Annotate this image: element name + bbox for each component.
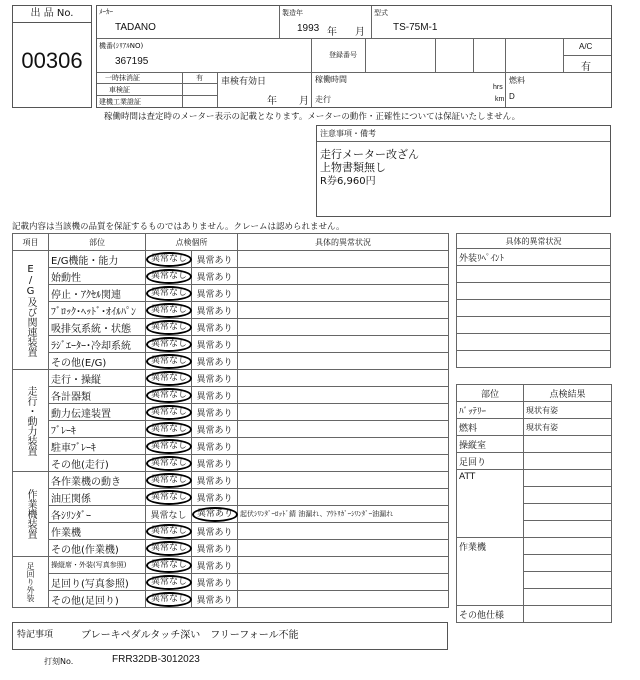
detail-text — [238, 336, 449, 353]
side-results-value — [524, 521, 612, 538]
side-results-part: 燃料 — [457, 419, 524, 436]
remarks-line-2: 上物書類無し — [320, 161, 386, 174]
part-name: 油圧関係 — [49, 489, 146, 506]
ng-option[interactable]: 異常あり — [192, 268, 238, 285]
detail-text — [238, 370, 449, 387]
inspection-month-unit: 月 — [299, 96, 309, 107]
side-results-part: ATT — [457, 470, 524, 538]
year-label: 製造年 — [282, 9, 303, 17]
ok-option[interactable]: 異常なし — [146, 285, 192, 302]
inspection-row — [13, 251, 449, 268]
inspection-row — [13, 404, 449, 421]
inspection-row — [13, 268, 449, 285]
ng-option[interactable]: 異常あり — [192, 404, 238, 421]
ok-option[interactable]: 異常なし — [146, 302, 192, 319]
part-name: ﾗｼﾞｴｰﾀｰ･冷却系統 — [49, 336, 146, 353]
side-results-value — [524, 504, 612, 521]
hours-label: 稼働時間 — [315, 75, 347, 84]
side-detail-row — [457, 266, 611, 283]
detail-text — [238, 387, 449, 404]
doc-label-temporary-deregistration: 一時抹消証 — [105, 74, 140, 82]
disclaimer: 記載内容は当該機の品質を保証するものではありません。クレームは認められません。 — [12, 222, 345, 232]
inspection-row — [13, 387, 449, 404]
side-detail-header: 具体的異常状況 — [457, 234, 611, 249]
maker-value: TADANO — [115, 22, 156, 33]
ng-option[interactable]: 異常あり — [192, 302, 238, 319]
inspection-date-label: 車検有効日 — [221, 77, 267, 87]
side-results-value — [524, 470, 612, 487]
ok-option[interactable]: 異常なし — [146, 523, 192, 540]
side-results-part: 操縦室 — [457, 436, 524, 453]
detail-text — [238, 540, 449, 557]
inspection-row — [13, 455, 449, 472]
part-name: 各計器類 — [49, 387, 146, 404]
ng-option[interactable]: 異常あり — [192, 387, 238, 404]
inspection-row — [13, 574, 449, 591]
year-unit: 年 — [327, 27, 337, 38]
model-label: 型式 — [374, 9, 388, 17]
part-name: 停止・ｱｸｾﾙ関連 — [49, 285, 146, 302]
fuel-label: 燃料 — [509, 76, 525, 85]
ng-option[interactable]: 異常あり — [192, 472, 238, 489]
machine-info-box — [96, 5, 612, 108]
run-label: 走行 — [315, 95, 331, 104]
ng-option[interactable]: 異常あり — [192, 574, 238, 591]
ok-option[interactable]: 異常なし — [146, 540, 192, 557]
ng-option[interactable]: 異常あり — [192, 540, 238, 557]
inspection-year-unit: 年 — [267, 96, 277, 107]
model-value: TS-75M-1 — [393, 22, 438, 33]
ng-option[interactable]: 異常あり — [192, 319, 238, 336]
remarks-line-1: 走行メーター改ざん — [320, 148, 419, 161]
detail-text: 起伏ｼﾘﾝﾀﾞｰﾛｯﾄﾞ錆 油漏れ、ｱｳﾄﾘｶﾞｰｼﾘﾝﾀﾞｰ油漏れ — [238, 506, 449, 523]
registration-label: 登録番号 — [329, 51, 357, 59]
part-name: ﾌﾞﾚｰｷ — [49, 421, 146, 438]
serial-value: 367195 — [115, 56, 149, 67]
part-name: その他(E/G) — [49, 353, 146, 370]
doc-label-vehicle-inspection: 車検証 — [109, 86, 130, 94]
group-label: 走行・動力装置 — [13, 370, 49, 472]
doc-value-temporary-deregistration: 有 — [196, 74, 203, 82]
ok-option[interactable]: 異常なし — [146, 319, 192, 336]
inspection-row — [13, 506, 449, 523]
ok-option[interactable]: 異常なし — [146, 574, 192, 591]
remarks-title: 注意事項・備考 — [320, 129, 376, 138]
detail-text — [238, 319, 449, 336]
special-notes-text: ブレーキペダルタッチ深い フリーフォール不能 — [81, 630, 299, 641]
lot-number-label: 出 品 No. — [13, 6, 91, 23]
ok-option[interactable]: 異常なし — [146, 268, 192, 285]
detail-text — [238, 574, 449, 591]
special-notes-label: 特記事項 — [17, 630, 54, 640]
side-results-part: ﾊﾞｯﾃﾘｰ — [457, 402, 524, 419]
side-results-value: 現状有姿 — [524, 419, 612, 436]
detail-text — [238, 251, 449, 268]
lot-number: 00306 — [21, 48, 83, 73]
ok-option[interactable]: 異常なし — [146, 336, 192, 353]
side-detail-row — [457, 283, 611, 300]
ok-option[interactable]: 異常なし — [146, 472, 192, 489]
part-name: ﾌﾞﾛｯｸ･ﾍｯﾄﾞ･ｵｲﾙﾊﾟﾝ — [49, 302, 146, 319]
side-results-value — [524, 436, 612, 453]
part-name: 作業機 — [49, 523, 146, 540]
remarks-box — [316, 125, 611, 217]
ng-option[interactable]: 異常あり — [192, 438, 238, 455]
side-detail-row — [457, 300, 611, 317]
serial-label: 機番(ｼﾘｱﾙNO) — [99, 42, 144, 50]
side-results-value — [524, 572, 612, 589]
ng-option[interactable]: 異常あり — [192, 523, 238, 540]
maker-label: ﾒｰｶｰ — [99, 8, 113, 16]
hours-unit: hrs — [493, 84, 503, 91]
ac-label: A/C — [579, 42, 593, 51]
detail-text — [238, 455, 449, 472]
ok-option[interactable]: 異常なし — [146, 404, 192, 421]
fuel-value: D — [509, 92, 515, 101]
detail-text — [238, 438, 449, 455]
ok-option[interactable]: 異常なし — [146, 455, 192, 472]
ok-option[interactable]: 異常なし — [146, 489, 192, 506]
side-results-header-part: 部位 — [457, 385, 524, 402]
group-label: 作業機装置 — [13, 472, 49, 557]
inspection-row — [13, 370, 449, 387]
part-name: 操縦席・外装(写真参照) — [49, 557, 146, 574]
side-detail-row — [457, 351, 611, 368]
meter-note: 稼働時間は査定時のメーター表示の記載となります。メーターの動作・正確性については保証いたしません。 — [104, 112, 521, 122]
part-name: 各ｼﾘﾝﾀﾞｰ — [49, 506, 146, 523]
part-name: 始動性 — [49, 268, 146, 285]
side-results-value — [524, 453, 612, 470]
ng-option[interactable]: 異常あり — [192, 591, 238, 608]
part-name: 動力伝達装置 — [49, 404, 146, 421]
part-name: E/G機能・能力 — [49, 251, 146, 268]
ng-option[interactable]: 異常あり — [192, 285, 238, 302]
year-month-unit: 月 — [355, 27, 365, 38]
inspection-row — [13, 336, 449, 353]
side-results-header-result: 点検結果 — [524, 385, 612, 402]
detail-text — [238, 285, 449, 302]
inspection-row — [13, 540, 449, 557]
doc-label-construction-cert: 建機工業證証 — [99, 98, 141, 106]
inspection-row — [13, 285, 449, 302]
inspection-row — [13, 591, 449, 608]
stamp-label: 打刻No. — [44, 657, 74, 666]
part-name: 駐車ﾌﾞﾚｰｷ — [49, 438, 146, 455]
header-item: 項目 — [13, 234, 49, 251]
group-label: E/G及び関連装置 — [13, 251, 49, 370]
detail-text — [238, 489, 449, 506]
side-detail-row — [457, 334, 611, 351]
inspection-row — [13, 523, 449, 540]
ok-option[interactable]: 異常なし — [146, 353, 192, 370]
run-unit: km — [495, 96, 505, 103]
ng-option[interactable]: 異常あり — [192, 455, 238, 472]
ok-option[interactable]: 異常なし — [146, 438, 192, 455]
detail-text — [238, 523, 449, 540]
header-part: 部位 — [49, 234, 146, 251]
ac-value: 有 — [581, 62, 591, 73]
inspection-row — [13, 319, 449, 336]
inspection-row — [13, 472, 449, 489]
part-name: 走行・操縦 — [49, 370, 146, 387]
inspection-row — [13, 489, 449, 506]
ok-option[interactable]: 異常なし — [146, 387, 192, 404]
ng-option[interactable]: 異常あり — [192, 353, 238, 370]
side-detail-row — [457, 317, 611, 334]
detail-text — [238, 591, 449, 608]
ok-option[interactable]: 異常なし — [146, 370, 192, 387]
ok-option[interactable]: 異常なし — [146, 421, 192, 438]
ng-option[interactable]: 異常あり — [192, 489, 238, 506]
side-results-part: その他仕様 — [457, 606, 524, 623]
part-name: 吸排気系統・状態 — [49, 319, 146, 336]
lot-number-box — [12, 5, 92, 108]
detail-text — [238, 302, 449, 319]
header-check: 点検個所 — [146, 234, 238, 251]
ng-option[interactable]: 異常あり — [192, 336, 238, 353]
special-notes-box — [12, 622, 448, 650]
ok-option[interactable]: 異常なし — [146, 506, 192, 523]
side-results-value — [524, 555, 612, 572]
detail-text — [238, 353, 449, 370]
inspection-row — [13, 438, 449, 455]
ok-option[interactable]: 異常なし — [146, 557, 192, 574]
detail-text — [238, 557, 449, 574]
detail-text — [238, 404, 449, 421]
part-name: その他(作業機) — [49, 540, 146, 557]
ok-option[interactable]: 異常なし — [146, 251, 192, 268]
ok-option[interactable]: 異常なし — [146, 591, 192, 608]
ng-option[interactable]: 異常あり — [192, 251, 238, 268]
side-results-part: 作業機 — [457, 538, 524, 606]
stamp-value: FRR32DB-3012023 — [112, 654, 200, 665]
ng-option[interactable]: 異常あり — [192, 370, 238, 387]
inspection-row — [13, 353, 449, 370]
inspection-row — [13, 421, 449, 438]
year-value: 1993 — [297, 23, 320, 34]
inspection-row — [13, 557, 449, 574]
side-results-value — [524, 606, 612, 623]
remarks-line-3: R券6,960円 — [320, 176, 376, 187]
side-results-value — [524, 538, 612, 555]
ng-option[interactable]: 異常あり — [192, 421, 238, 438]
side-detail-row: 外装ﾘﾍﾟｲﾝﾄ — [457, 249, 611, 266]
side-results-part: 足回り — [457, 453, 524, 470]
group-label: 足回り外装 — [13, 557, 49, 608]
inspection-row — [13, 302, 449, 319]
ng-option[interactable]: 異常あり — [192, 506, 238, 523]
detail-text — [238, 268, 449, 285]
part-name: その他(足回り) — [49, 591, 146, 608]
part-name: その他(走行) — [49, 455, 146, 472]
part-name: 足回り(写真参照) — [49, 574, 146, 591]
side-results-value: 現状有姿 — [524, 402, 612, 419]
ng-option[interactable]: 異常あり — [192, 557, 238, 574]
detail-text — [238, 472, 449, 489]
side-results-value — [524, 589, 612, 606]
header-detail: 具体的異常状況 — [238, 234, 449, 251]
side-results-value — [524, 487, 612, 504]
part-name: 各作業機の動き — [49, 472, 146, 489]
detail-text — [238, 421, 449, 438]
